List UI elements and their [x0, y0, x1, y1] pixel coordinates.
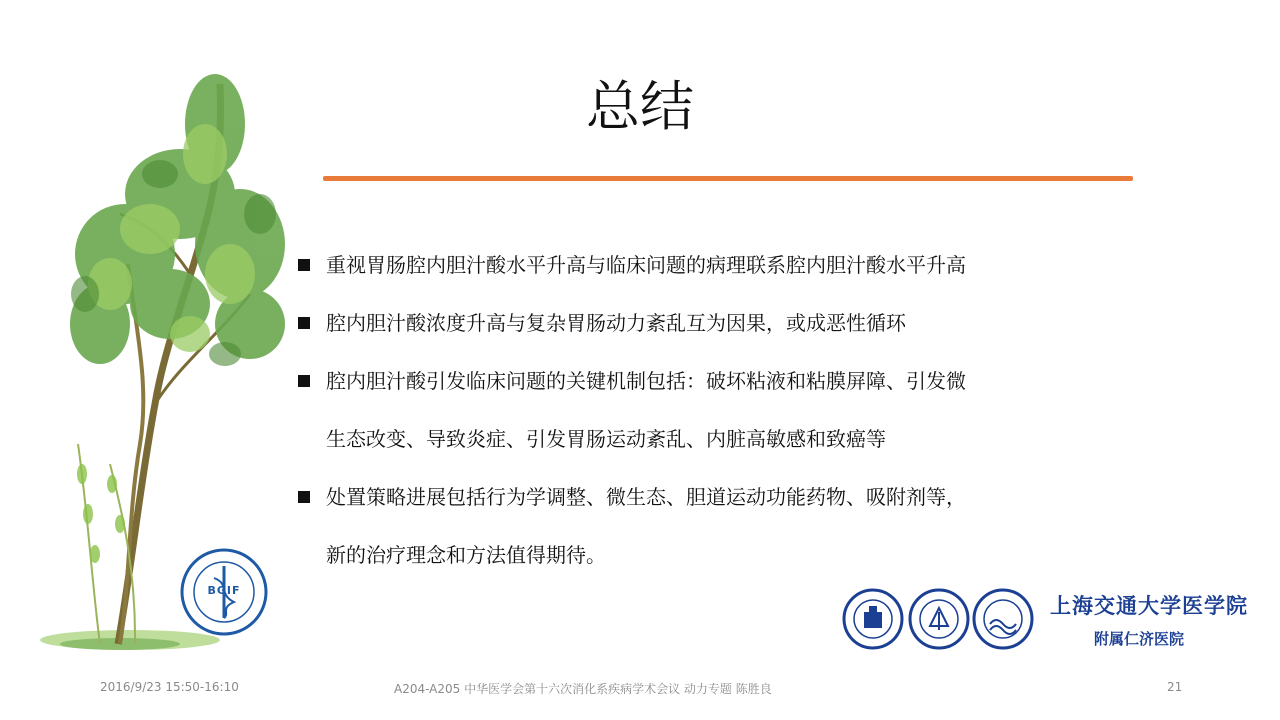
bullet-item	[296, 294, 1116, 352]
bullet-line: 腔内胆汁酸引发临床问题的关键机制包括：破坏粘液和粘膜屏障、引发微	[326, 369, 966, 393]
bgif-seal-icon	[180, 548, 268, 636]
bullet-line: 生态改变、导致炎症、引发胃肠运动紊乱、内脏高敏感和致癌等	[326, 427, 886, 451]
bullet-list	[296, 236, 1116, 584]
school-logo-icon	[908, 588, 970, 650]
hospital-name: 附属仁济医院	[1094, 630, 1185, 648]
page-number: 21	[1167, 680, 1183, 694]
bullet-item	[296, 352, 1116, 468]
university-branding	[842, 588, 1248, 658]
university-name: 上海交通大学医学院	[1050, 593, 1248, 618]
footer-date: 2016/9/23 15:50-16:10	[100, 680, 239, 694]
bullet-line: 处置策略进展包括行为学调整、微生态、胆道运动功能药物、吸附剂等，	[326, 485, 966, 509]
bullet-square-icon	[298, 259, 310, 271]
bullet-square-icon	[298, 375, 310, 387]
bullet-square-icon	[298, 317, 310, 329]
bullet-line: 重视胃肠腔内胆汁酸水平升高与临床问题的病理联系腔内胆汁酸水平升高	[326, 253, 966, 277]
bullet-item	[296, 468, 1116, 584]
footer-conference: A204-A205 中华医学会第十六次消化系疾病学术会议 动力专题 陈胜良	[394, 682, 772, 696]
bullet-square-icon	[298, 491, 310, 503]
bullet-line: 腔内胆汁酸浓度升高与复杂胃肠动力紊乱互为因果，或成恶性循环	[326, 311, 906, 335]
seal-caption: BGIF	[207, 584, 241, 597]
title-underline	[323, 176, 1133, 181]
bullet-line: 新的治疗理念和方法值得期待。	[326, 543, 606, 567]
university-logo-icon	[842, 588, 904, 650]
renji-logo-icon	[972, 588, 1034, 650]
slide-title: 总结	[586, 75, 694, 138]
bullet-item	[296, 236, 1116, 294]
